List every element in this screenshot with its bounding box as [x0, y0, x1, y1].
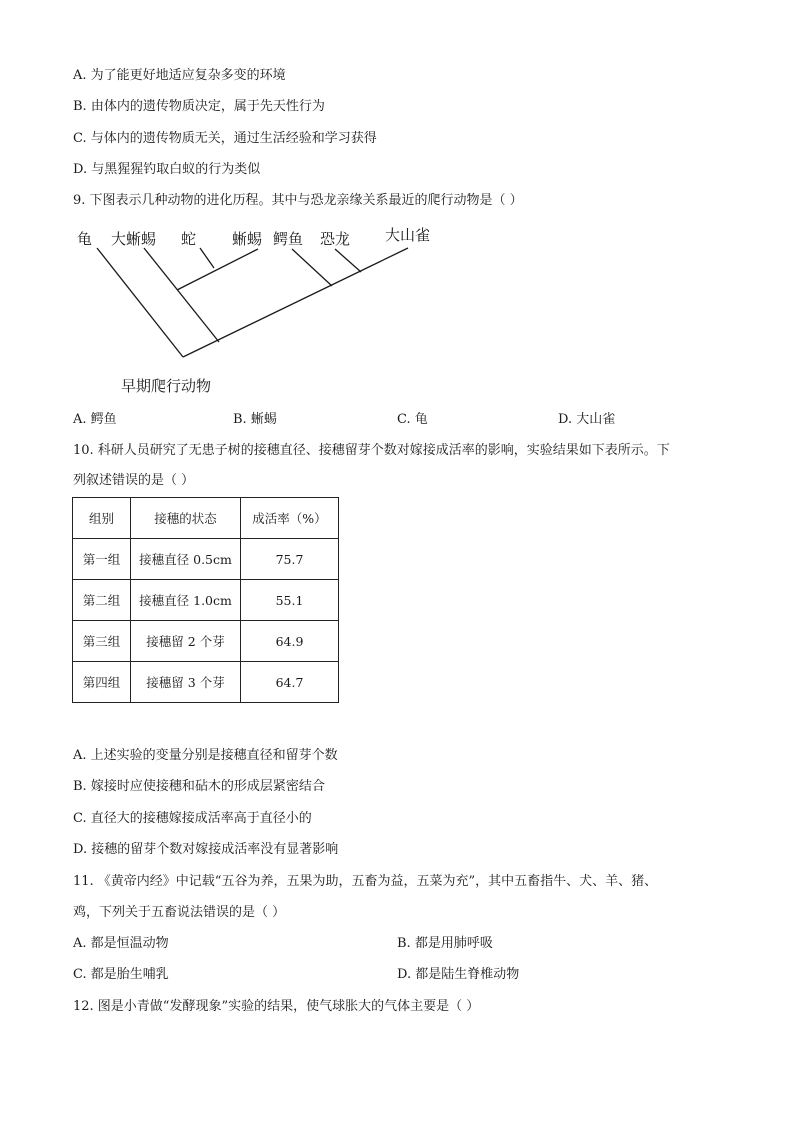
tree-branch-snake	[200, 248, 214, 268]
q8-option-b: B. 由体内的遗传物质决定，属于先天性行为	[73, 99, 325, 114]
table-cell: 接穗直径 0.5cm	[131, 539, 241, 580]
q10-stem-line2: 列叙述错误的是（ ）	[73, 473, 195, 488]
tree-label-turtle: 龟	[77, 230, 93, 248]
table-cell: 64.7	[241, 662, 339, 703]
table-cell: 第一组	[73, 539, 131, 580]
tree-label-lizard: 蜥蜴	[232, 230, 263, 248]
tree-branch-archosaurs	[292, 249, 332, 286]
table-cell: 55.1	[241, 580, 339, 621]
q11-option-d: D. 都是陆生脊椎动物	[397, 967, 520, 982]
q10-option-d: D. 接穗的留芽个数对嫁接成活率没有显著影响	[73, 842, 339, 857]
q11-option-b: B. 都是用肺呼吸	[397, 936, 493, 951]
tree-branch-dinosaur	[335, 249, 361, 272]
table-cell: 接穗直径 1.0cm	[131, 580, 241, 621]
evolution-tree-diagram	[0, 0, 794, 420]
q8-option-d: D. 与黑猩猩钓取白蚁的行为类似	[73, 162, 261, 177]
q8-option-a: A. 为了能更好地适应复杂多变的环境	[73, 68, 286, 83]
q10-stem-line1: 10. 科研人员研究了无患子树的接穗直径、接穗留芽个数对嫁接成活率的影响，实验结果如下表所示。下	[73, 443, 670, 458]
tree-branch-squamates	[177, 249, 258, 290]
table-header-row	[73, 498, 339, 539]
tree-trunk	[183, 248, 408, 357]
table-cell: 第三组	[73, 621, 131, 662]
table-header-cell: 组别	[73, 498, 131, 539]
tree-branch-big-lizard	[144, 248, 219, 342]
q10-option-b: B. 嫁接时应使接穗和砧木的形成层紧密结合	[73, 779, 325, 794]
table-header-cell: 成活率（%）	[241, 498, 339, 539]
q10-option-a: A. 上述实验的变量分别是接穗直径和留芽个数	[73, 748, 338, 763]
tree-label-big-lizard: 大蜥蜴	[111, 230, 157, 248]
q12-stem: 12. 图是小青做“发酵现象”实验的结果，使气球胀大的气体主要是（ ）	[73, 999, 480, 1014]
tree-branch-turtle	[97, 248, 183, 357]
q9-option-c: C. 龟	[397, 412, 428, 427]
q9-option-a: A. 鳄鱼	[73, 412, 117, 427]
table-header-cell: 接穗的状态	[131, 498, 241, 539]
q11-option-a: A. 都是恒温动物	[73, 936, 169, 951]
tree-label-snake: 蛇	[181, 230, 197, 248]
table-cell: 接穗留 3 个芽	[131, 662, 241, 703]
grafting-results-table	[72, 497, 339, 703]
tree-label-crocodile: 鳄鱼	[273, 230, 304, 248]
tree-label-great-tit: 大山雀	[385, 226, 431, 244]
table-row	[73, 539, 339, 580]
q11-option-c: C. 都是胎生哺乳	[73, 967, 169, 982]
q11-stem-line1: 11. 《黄帝内经》中记载“五谷为养，五果为助，五畜为益，五菜为充”，其中五畜指牛、犬、羊、猪、	[73, 874, 658, 889]
tree-root-label: 早期爬行动物	[121, 377, 212, 395]
q9-option-d: D. 大山雀	[558, 412, 616, 427]
table-cell: 64.9	[241, 621, 339, 662]
table-cell: 接穗留 2 个芽	[131, 621, 241, 662]
table-cell: 75.7	[241, 539, 339, 580]
q11-stem-line2: 鸡，下列关于五畜说法错误的是（ ）	[73, 905, 286, 920]
table-row	[73, 621, 339, 662]
q10-option-c: C. 直径大的接穗嫁接成活率高于直径小的	[73, 811, 312, 826]
q9-option-b: B. 蜥蜴	[233, 412, 277, 427]
table-cell: 第四组	[73, 662, 131, 703]
table-cell: 第二组	[73, 580, 131, 621]
q8-option-c: C. 与体内的遗传物质无关，通过生活经验和学习获得	[73, 131, 377, 146]
table-row	[73, 662, 339, 703]
table-row	[73, 580, 339, 621]
tree-label-dinosaur: 恐龙	[320, 230, 351, 248]
q9-stem: 9. 下图表示几种动物的进化历程。其中与恐龙亲缘关系最近的爬行动物是（ ）	[73, 193, 523, 208]
